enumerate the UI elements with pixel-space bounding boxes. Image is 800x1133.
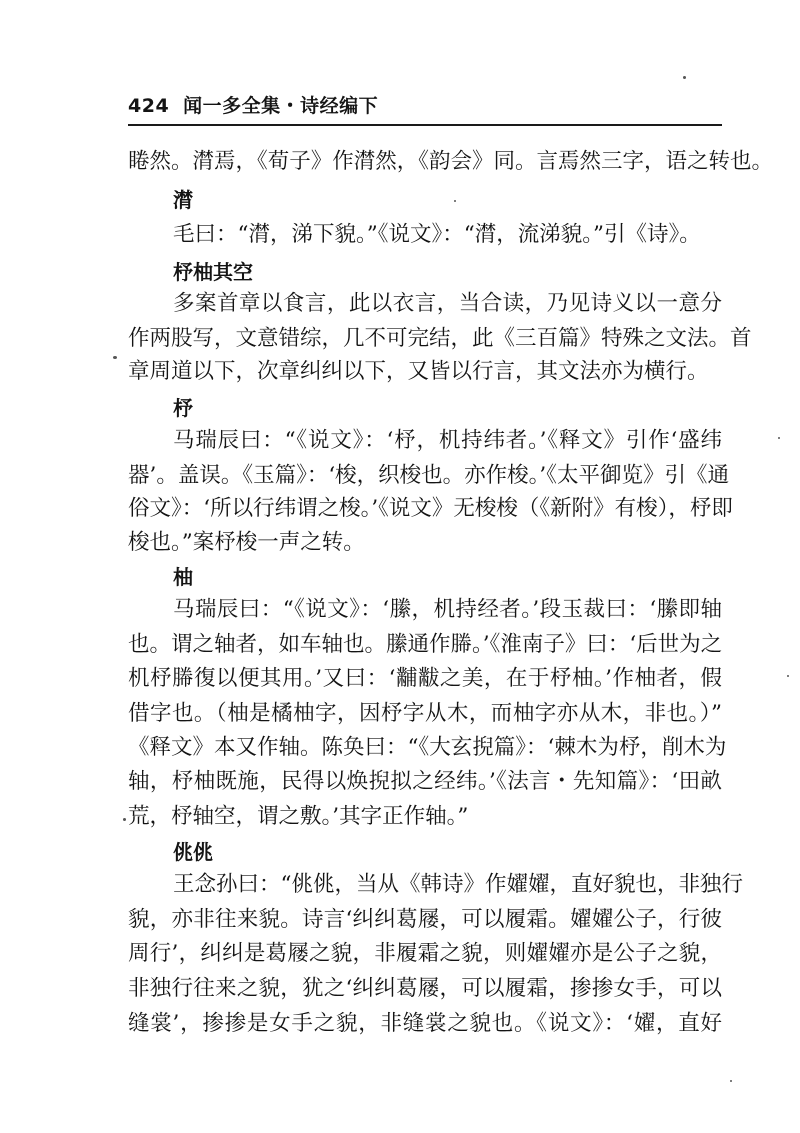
- entry-heading: 潸: [173, 188, 193, 212]
- text-line: 非独行往来之貌，犹之‘纠纠葛屦，可以履霜，掺掺女手，可以: [128, 976, 722, 1001]
- text-line: 缝裳’，掺掺是女手之貌，非缝裳之貌也。《说文》：‘嬥，直好: [128, 1011, 722, 1036]
- text-line: 章周道以下，次章纠纠以下，又皆以行言，其文法亦为横行。: [128, 359, 709, 384]
- text-line: 轴，杼柚既施，民得以焕掜拟之经纬。’《法言・先知篇》：‘田畝: [128, 769, 722, 794]
- text-line: 作两股写，文意错综，几不可完结，此《三百篇》特殊之文法。首: [128, 326, 752, 351]
- text-line: 毛曰：“潸，涕下貌。”《说文》：“潸，流涕貌。”引《诗》。: [173, 222, 701, 247]
- entry-heading: 杼柚其空: [173, 260, 253, 284]
- text-line: 机杼幐復以便其用。’又曰：‘黼黻之美，在于杼柚。’作柚者，假: [128, 666, 722, 691]
- text-line: 梭也。”案杼梭一声之转。: [128, 530, 365, 555]
- text-line: 周行’，纠纠是葛屦之貌，非履霜之貌，则嬥嬥亦是公子之貌，: [128, 941, 722, 966]
- text-line: 借字也。（柚是橘柚字，因杼字从木，而柚字亦从木，非也。）”: [128, 701, 722, 726]
- entry-heading: 杼: [173, 396, 193, 420]
- text-line: 多案首章以食言，此以衣言，当合读，乃见诗义以一意分: [173, 291, 722, 316]
- text-line: 荒，杼轴空，谓之敷。’其字正作轴。”: [128, 804, 469, 829]
- page-number: 424: [128, 95, 170, 117]
- header-rule: [128, 124, 722, 126]
- text-line: 也。谓之轴者，如车轴也。縢通作幐。’《淮南子》曰：‘后世为之: [128, 632, 723, 657]
- book-title: 闻一多全集・诗经编下: [183, 95, 379, 117]
- scan-speck: [454, 200, 456, 202]
- scan-speck: [683, 76, 686, 79]
- text-line: 马瑞辰曰：“《说文》：‘縢，机持经者。’段玉裁曰：‘縢即轴: [173, 597, 722, 622]
- text-line: 《释文》本又作轴。陈奂曰：“《大玄掜篇》：‘棘木为杼，削木为: [128, 735, 727, 760]
- scan-speck: [787, 675, 789, 677]
- text-line: 器’。盖误。《玉篇》：‘梭，织梭也。亦作梭。’《太平御览》引《通: [128, 463, 730, 488]
- scan-speck: [778, 437, 780, 439]
- scan-speck: [730, 1080, 732, 1082]
- text-line: 王念孙曰：“佻佻，当从《韩诗》作嬥嬥，直好貌也，非独行: [173, 872, 743, 897]
- running-header: [128, 91, 378, 118]
- entry-heading: 佻佻: [173, 840, 213, 864]
- text-line: 睠然。潸焉，《荀子》作潸然，《韵会》同。言焉然三字，语之转也。: [128, 149, 774, 174]
- text-line: 马瑞辰曰：“《说文》：‘杼，机持纬者。’《释文》引作‘盛纬: [173, 428, 722, 453]
- entry-heading: 柚: [173, 565, 193, 589]
- scan-speck: [113, 356, 117, 359]
- scan-speck: [123, 818, 126, 821]
- text-line: 俗文》：‘所以行纬谓之梭。’《说文》无梭梭（《新附》有梭），杼即: [128, 496, 733, 521]
- text-line: 貌，亦非往来貌。诗言‘纠纠葛屦，可以履霜。嬥嬥公子，行彼: [128, 907, 722, 932]
